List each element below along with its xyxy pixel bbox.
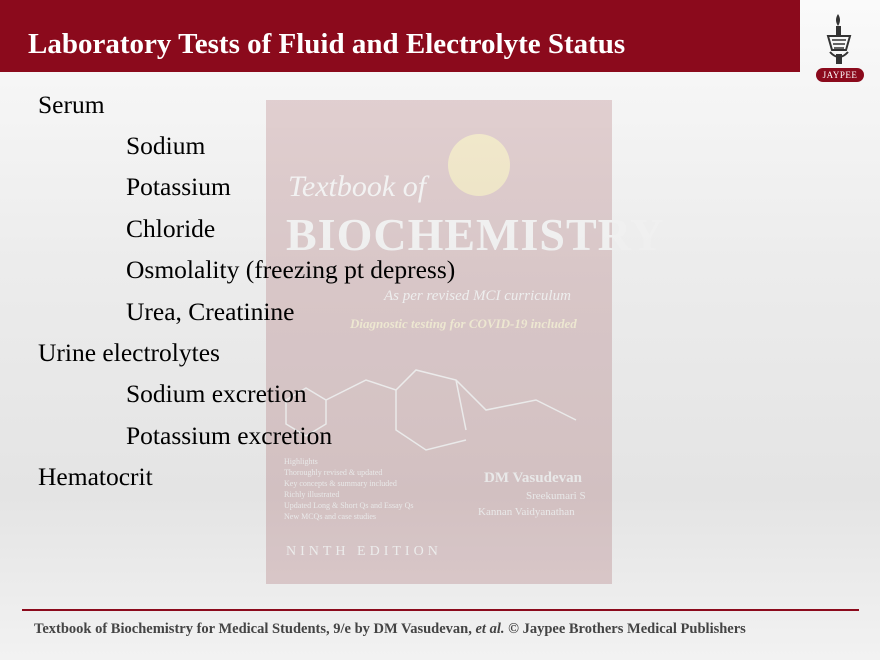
bullet-level-1: Sodium [126, 131, 206, 160]
footer-citation: Textbook of Biochemistry for Medical Students, 9/e by DM Vasudevan, et al. © Jaypee Brothers Medical Publishers [34, 621, 746, 637]
bullet-level-0: Hematocrit [38, 462, 153, 491]
cover-title-line1: Textbook of [288, 170, 427, 203]
cover-title-line2: BIOCHEMISTRY [286, 209, 665, 260]
bullet-level-0: Urine electrolytes [38, 338, 220, 367]
bullet-level-1: Sodium excretion [126, 379, 307, 408]
bullet-level-1: Potassium [126, 172, 231, 201]
cover-coauthor: Kannan Vaidyanathan [478, 506, 575, 518]
bullet-level-1: Urea, Creatinine [126, 297, 295, 326]
cover-covid-note: Diagnostic testing for COVID-19 included [350, 316, 577, 331]
cover-subtitle: As per revised MCI curriculum [384, 288, 571, 304]
cover-edition: NINTH EDITION [286, 544, 442, 559]
bullet-level-1: Potassium excretion [126, 421, 333, 450]
logo-text: JAYPEE [816, 68, 864, 82]
slide-title: Laboratory Tests of Fluid and Electrolyte Status [28, 28, 626, 60]
cover-highlights: Highlights Thoroughly revised & updated Key concepts & summary included Richly illustrated Updated Long & Short Qs and Essay Qs New MCQs and case studies [284, 457, 414, 521]
footer-divider [22, 609, 859, 611]
bullet-level-1: Osmolality (freezing pt depress) [126, 255, 456, 284]
cover-coauthor: Sreekumari S [526, 490, 586, 502]
bullet-level-1: Chloride [126, 214, 216, 243]
cover-author: DM Vasudevan [484, 470, 582, 486]
bullet-level-0: Serum [38, 90, 105, 119]
